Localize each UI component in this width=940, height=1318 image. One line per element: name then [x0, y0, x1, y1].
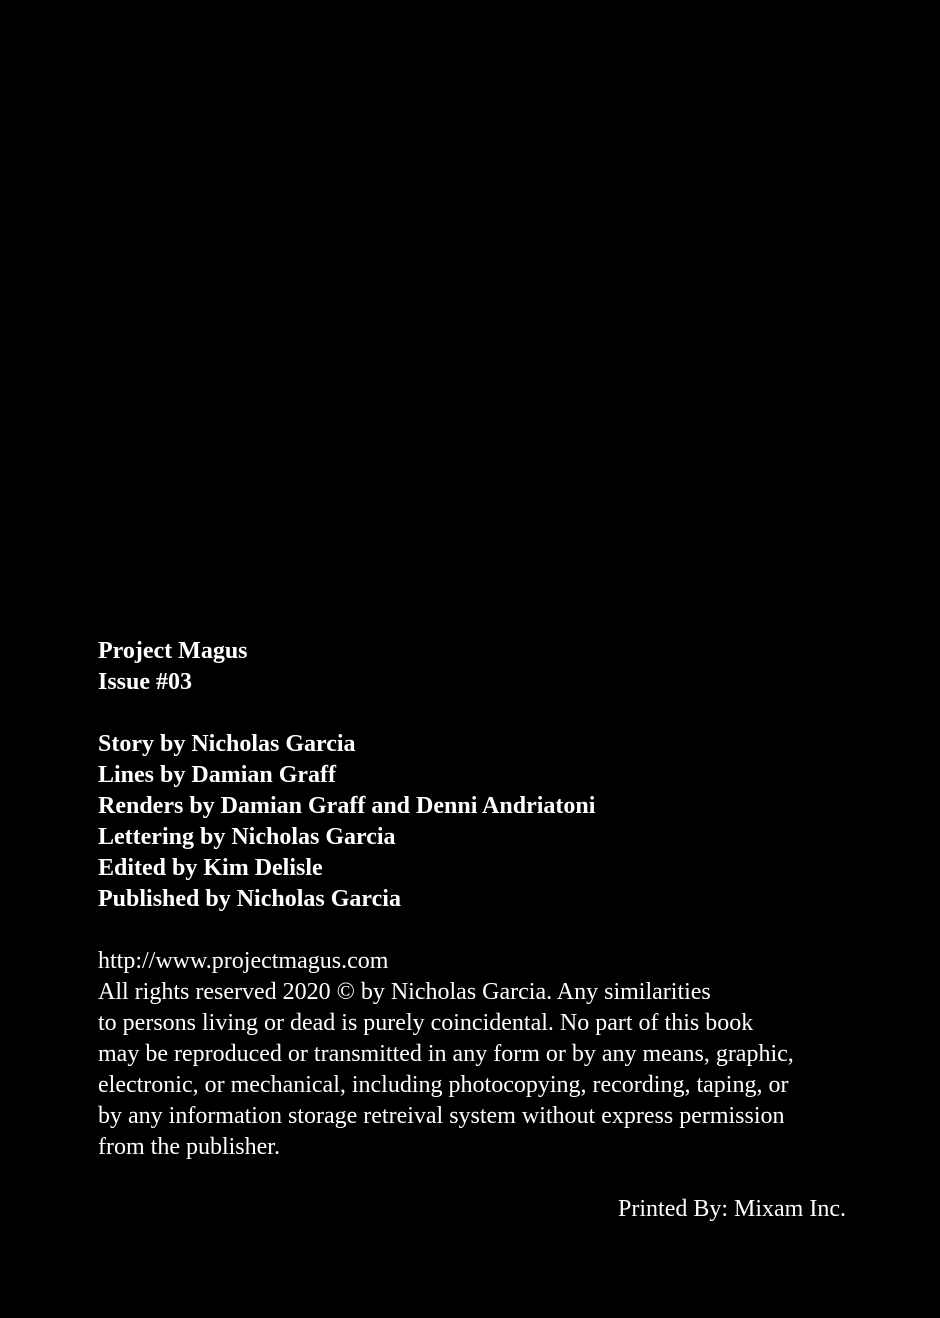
legal-line-4: electronic, or mechanical, including photocopying, recording, taping, or	[98, 1072, 789, 1098]
website-url: http://www.projectmagus.com	[98, 948, 389, 974]
legal-line-6: from the publisher.	[98, 1134, 280, 1160]
credit-lettering: Lettering by Nicholas Garcia	[98, 824, 396, 850]
series-title: Project Magus	[98, 638, 248, 664]
legal-line-5: by any information storage retreival system without express permission	[98, 1103, 785, 1129]
credit-publisher: Published by Nicholas Garcia	[98, 886, 401, 912]
credit-story: Story by Nicholas Garcia	[98, 731, 356, 757]
legal-line-2: to persons living or dead is purely coincidental. No part of this book	[98, 1010, 754, 1036]
legal-block	[98, 946, 858, 1163]
legal-line-1: All rights reserved 2020 © by Nicholas Garcia. Any similarities	[98, 979, 711, 1005]
credit-editor: Edited by Kim Delisle	[98, 855, 323, 881]
legal-line-3: may be reproduced or transmitted in any form or by any means, graphic,	[98, 1041, 794, 1067]
issue-number: Issue #03	[98, 669, 193, 695]
credit-lines: Lines by Damian Graff	[98, 762, 337, 788]
printer-credit: Printed By: Mixam Inc.	[618, 1196, 846, 1222]
credit-renders: Renders by Damian Graff and Denni Andriatoni	[98, 793, 596, 819]
title-block	[98, 636, 858, 698]
credits-block	[98, 729, 858, 915]
